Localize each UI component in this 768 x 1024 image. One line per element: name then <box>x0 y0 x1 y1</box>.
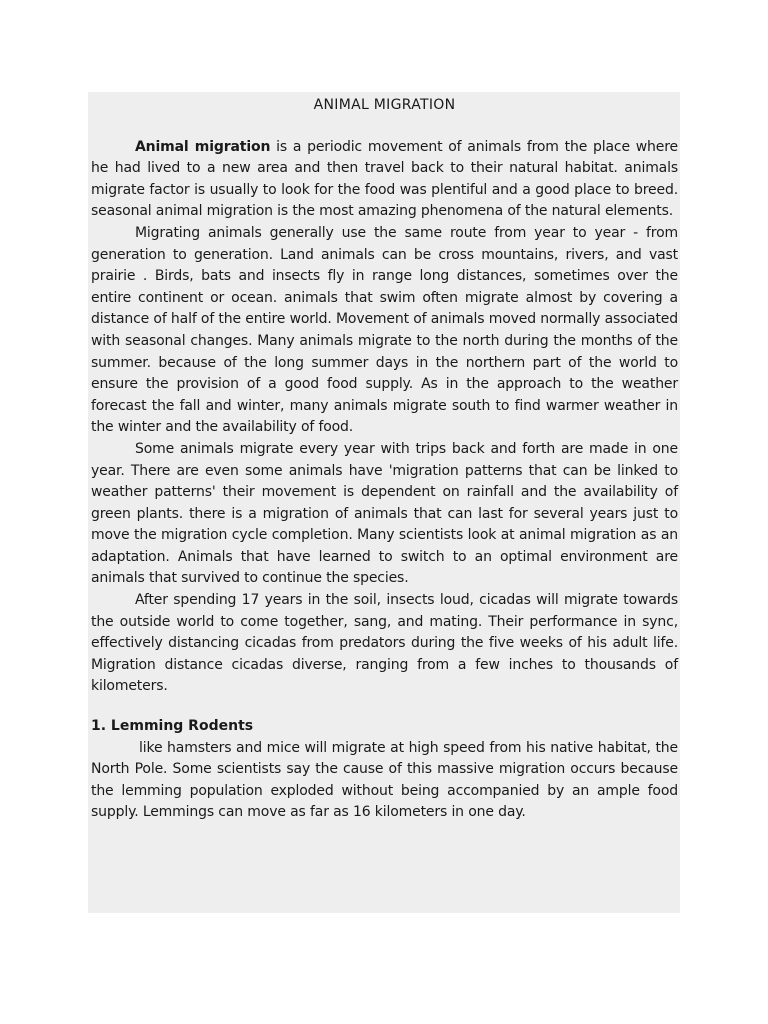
document-body <box>88 92 680 913</box>
intro-paragraph <box>91 137 678 223</box>
section-paragraph-lemming: like hamsters and mice will migrate at high speed from his native habitat, the North Pole. Some scientists say the cause of this massive migration occurs because the lemming population exploded without being accompanied by an ample food supply. Lemmings can move as far as 16 kilometers in one day. <box>91 739 678 821</box>
document-title: ANIMAL MIGRATION <box>313 97 456 113</box>
intro-lead-term: Animal migration <box>135 138 271 155</box>
body-paragraph-2: Some animals migrate every year with trips back and forth are made in one year. There are even some animals have 'migration patterns that can be linked to weather patterns' their movement is dependent on rainfall and the availability of green plants. there is a migration of animals that can last for several years just to move the migration cycle completion. Many scientists look at animal migration as an adaptation. Animals that have learned to switch to an optimal environment are animals that survived to continue the species. <box>91 440 678 587</box>
body-paragraph-3: After spending 17 years in the soil, insects loud, cicadas will migrate towards the outside world to come together, sang, and mating. Their performance in sync, effectively distancing cicadas from predators during the five weeks of his adult life. Migration distance cicadas diverse, ranging from a few inches to thousands of kilometers. <box>91 592 678 695</box>
body-paragraph-1: Migrating animals generally use the same route from year to year - from generation to generation. Land animals can be cross mountains, rivers, and vast prairie . Birds, bats and insects fly in range long distances, sometimes over the entire continent or ocean. animals that swim often migrate almost by covering a distance of half of the entire world. Movement of animals moved normally associated with seasonal changes. Many animals migrate to the north during the months of the summer. because of the long summer days in the northern part of the world to ensure the provision of a good food supply. As in the approach to the weather forecast the fall and winter, many animals migrate south to find warmer weather in the winter and the availability of food. <box>91 224 678 436</box>
intro-text: is a periodic movement of animals from the place where he had lived to a new area and then travel back to their natural habitat. animals migrate factor is usually to look for the food was plentiful and a good place to breed. seasonal animal migration is the most amazing phenomena of the natural elements. <box>91 138 678 220</box>
section-heading-lemming: 1. Lemming Rodents <box>91 718 254 735</box>
